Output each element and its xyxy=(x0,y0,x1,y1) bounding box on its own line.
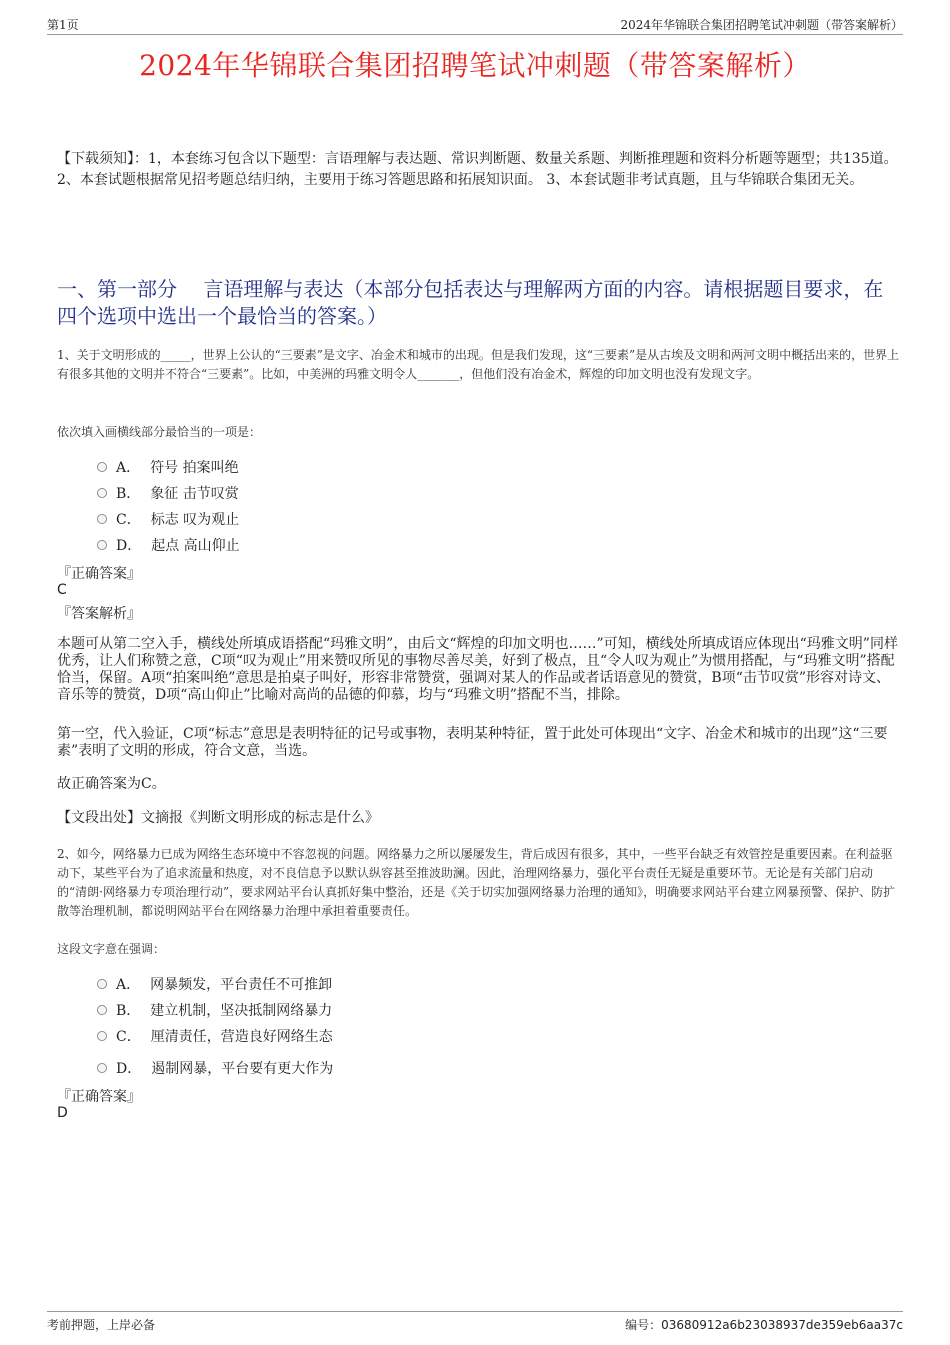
question-1-analysis-paragraph: 本题可从第二空入手，横线处所填成语搭配“玛雅文明”，由后文“辉煌的印加文明也……”可知，横线处所填成语应体现出“玛雅文明”同样优秀，让人们称赞之意，C项“叹为观止”用来赞叹所见的事物尽善尽美，好到了极点，且“令人叹为观止”为惯用搭配，与“玛雅文明”搭配恰当，保留。A项“拍案叫绝”意思是拍桌子叫好，形容非常赞赏，强调对某人的作品或者话语意见的赞赏，B项“击节叹赏”形容对诗文、音乐等的赞赏，D项“高山仰止”比喻对高尚的品德的仰慕，均与“玛雅文明”搭配不当，排除。 xyxy=(57,636,898,703)
question-2-answer-label: 『正确答案』 xyxy=(57,1089,141,1105)
page-number: 第1页 xyxy=(47,18,79,32)
question-1-prompt: 依次填入画横线部分最恰当的一项是： xyxy=(57,425,262,439)
option-letter: A． xyxy=(116,977,141,993)
question-1-analysis-paragraph: 第一空，代入验证，C项“标志”意思是表明特征的记号或事物，表明某种特征，置于此处可体现出“文字、冶金术和城市的出现”这“三要素”表明了文明的形成，符合文意，当选。 xyxy=(57,726,888,759)
footer-slogan: 考前押题，上岸必备 xyxy=(47,1318,156,1332)
document-title: 2024年华锦联合集团招聘笔试冲刺题（带答案解析） xyxy=(139,49,811,82)
radio-icon[interactable] xyxy=(97,514,107,524)
radio-icon[interactable] xyxy=(97,1031,107,1041)
question-1-text: 1、关于文明形成的_____，世界上公认的“三要素”是文字、冶金术和城市的出现。但是我们发现，这“三要素”是从古埃及文明和两河文明中概括出来的，世界上有很多其他的文明并不符合“三要素”。比如，中美洲的玛雅文明令人_______，但他们没有冶金术，辉煌的印加文明也没有发现文字。 xyxy=(57,348,900,381)
question-2-prompt: 这段文字意在强调： xyxy=(57,942,166,956)
question-1-option-c[interactable] xyxy=(97,509,239,529)
option-letter: C． xyxy=(116,1029,141,1045)
footer-code-label: 编号： xyxy=(625,1318,662,1332)
footer-code xyxy=(625,1316,903,1333)
option-letter: D． xyxy=(116,538,142,554)
option-letter: D． xyxy=(116,1061,142,1077)
radio-icon[interactable] xyxy=(97,979,107,989)
radio-icon[interactable] xyxy=(97,1005,107,1015)
question-2-answer: D xyxy=(57,1105,68,1121)
option-letter: B． xyxy=(116,1003,141,1019)
page-footer xyxy=(47,1311,903,1332)
question-1-source: 【文段出处】文摘报《判断文明形成的标志是什么》 xyxy=(57,810,379,826)
option-letter: C． xyxy=(116,512,141,528)
header-doc-title: 2024年华锦联合集团招聘笔试冲刺题（带答案解析） xyxy=(620,18,903,32)
question-1-answer: C xyxy=(57,582,67,598)
option-letter: B． xyxy=(116,486,141,502)
question-1-option-b[interactable] xyxy=(97,483,239,503)
question-2-text: 2、如今，网络暴力已成为网络生态环境中不容忽视的问题。网络暴力之所以屡屡发生，背后成因有很多，其中，一些平台缺乏有效管控是重要因素。在利益驱动下，某些平台为了追求流量和热度，对不良信息予以默认纵容甚至推波助澜。因此，治理网络暴力，强化平台责任无疑是重要环节。无论是有关部门启动的“清朗·网络暴力专项治理行动”，要求网站平台认真抓好集中整治，还是《关于切实加强网络暴力治理的通知》，明确要求网站平台建立网暴预警、保护、防扩散等治理机制，都说明网站平台在网络暴力治理中承担着重要责任。 xyxy=(57,847,896,918)
radio-icon[interactable] xyxy=(97,488,107,498)
question-2-option-c[interactable] xyxy=(97,1026,333,1046)
option-text: 网暴频发，平台责任不可推卸 xyxy=(150,977,333,993)
option-text: 符号 拍案叫绝 xyxy=(150,460,239,476)
option-letter: A． xyxy=(116,460,141,476)
question-1-option-a[interactable] xyxy=(97,457,239,477)
option-text: 起点 高山仰止 xyxy=(151,538,240,554)
option-text: 遏制网暴，平台要有更大作为 xyxy=(151,1061,334,1077)
question-1-answer-label: 『正确答案』 xyxy=(57,566,141,582)
radio-icon[interactable] xyxy=(97,1063,107,1073)
question-2-option-b[interactable] xyxy=(97,1000,332,1020)
page-header xyxy=(47,16,903,35)
radio-icon[interactable] xyxy=(97,540,107,550)
option-text: 厘清责任，营造良好网络生态 xyxy=(150,1029,333,1045)
question-1-option-d[interactable] xyxy=(97,535,240,555)
download-notice: 【下载须知】：1，本套练习包含以下题型：言语理解与表达题、常识判断题、数量关系题、判断推理题和资料分析题等题型；共135道。 2、本套试题根据常见招考题总结归纳，主要用于练习答题思路和拓展知识面。 3、本套试题非考试真题，且与华锦联合集团无关。 xyxy=(57,151,898,188)
question-2-option-a[interactable] xyxy=(97,974,332,994)
question-2-option-d[interactable] xyxy=(97,1058,333,1078)
section-title: 一、第一部分 言语理解与表达（本部分包括表达与理解两方面的内容。请根据题目要求，在四个选项中选出一个最恰当的答案。） xyxy=(57,277,884,328)
question-1-analysis-label: 『答案解析』 xyxy=(57,606,141,622)
radio-icon[interactable] xyxy=(97,462,107,472)
question-1-analysis-conclusion: 故正确答案为C。 xyxy=(57,776,166,792)
option-text: 建立机制，坚决抵制网络暴力 xyxy=(150,1003,333,1019)
footer-code-value: 03680912a6b23038937de359eb6aa37c xyxy=(661,1318,903,1332)
option-text: 标志 叹为观止 xyxy=(150,512,240,528)
option-text: 象征 击节叹赏 xyxy=(150,486,239,502)
